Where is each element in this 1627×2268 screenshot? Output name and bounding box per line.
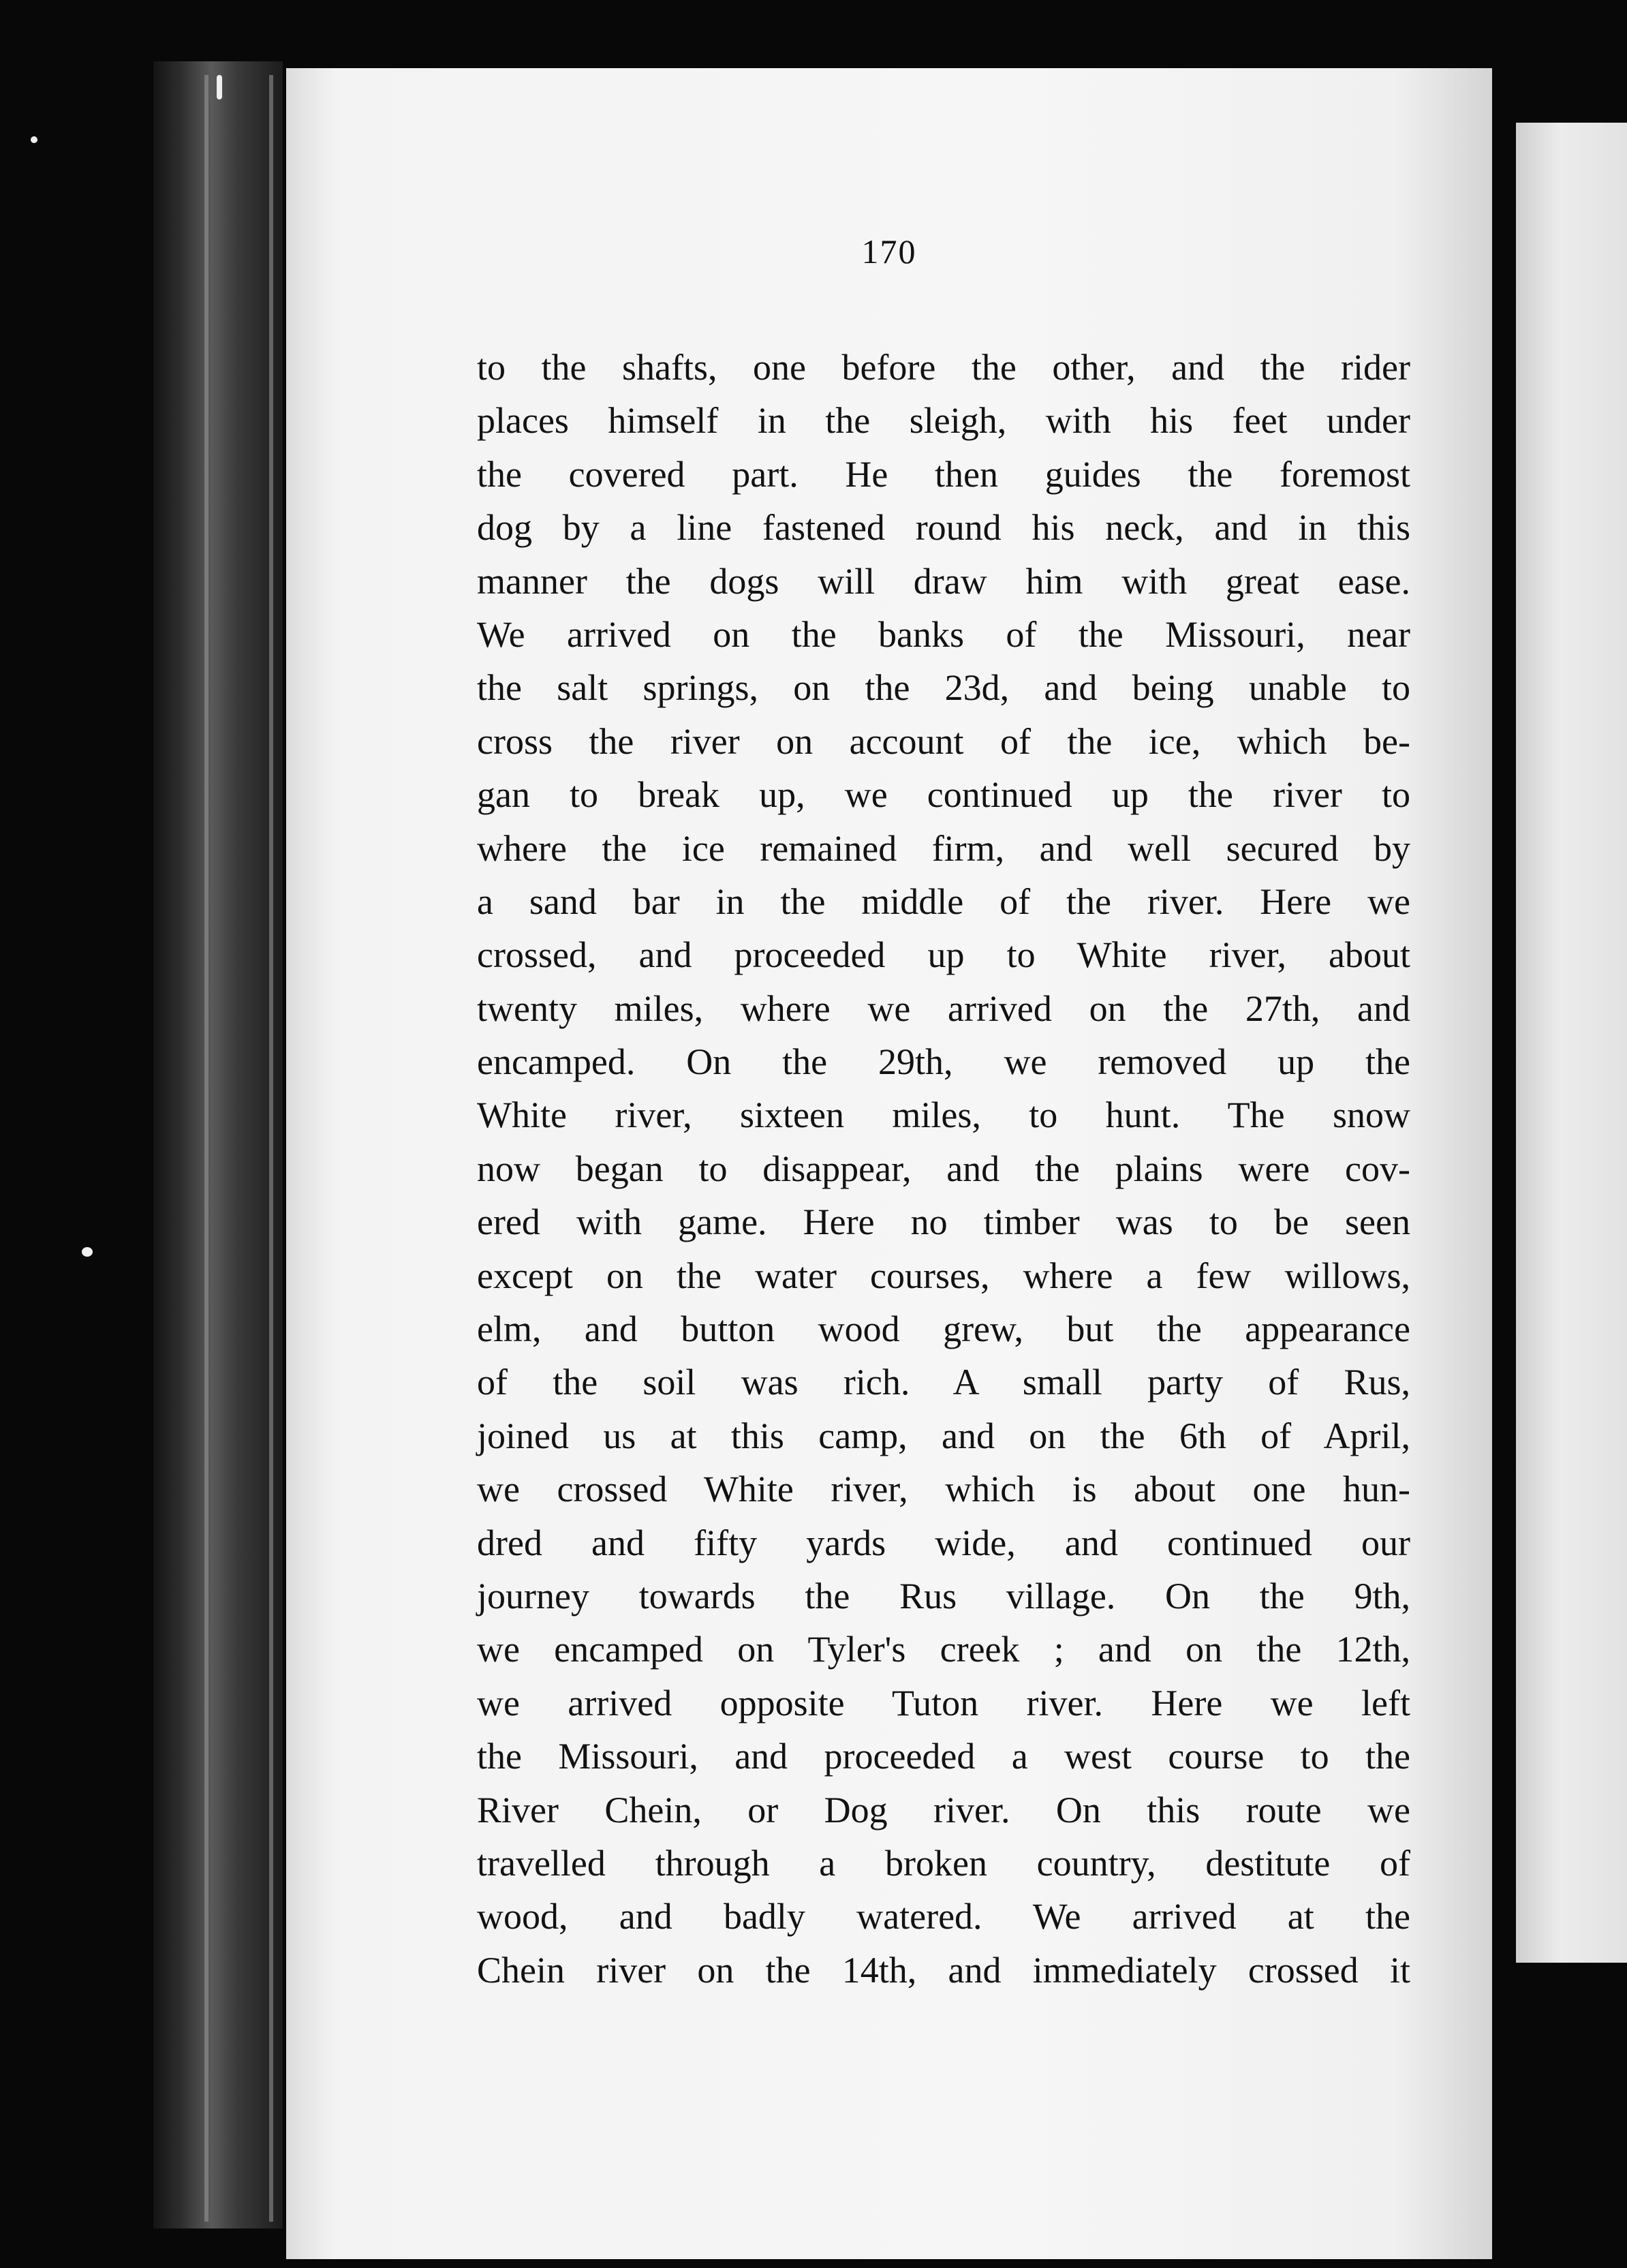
text-line: the covered part. He then guides the foremost <box>477 453 1410 495</box>
scan-speck <box>82 1247 93 1257</box>
text-line: twenty miles, where we arrived on the 27th, and <box>477 987 1410 1029</box>
text-line: wood, and badly watered. We arrived at the <box>477 1896 1410 1937</box>
scan-speck <box>31 136 37 143</box>
text-line: now began to disappear, and the plains were cov- <box>477 1148 1410 1189</box>
text-line: elm, and button wood grew, but the appearance <box>477 1308 1410 1350</box>
page-number: 170 <box>861 232 917 271</box>
text-line: crossed, and proceeded up to White river, about <box>477 934 1410 976</box>
spine-edge-line <box>269 75 273 2222</box>
text-line: a sand bar in the middle of the river. Here we <box>477 880 1410 922</box>
text-line: the salt springs, on the 23d, and being unable to <box>477 667 1410 709</box>
scan-speck <box>217 75 222 99</box>
text-line: gan to break up, we continued up the river to <box>477 774 1410 816</box>
text-line: except on the water courses, where a few willows, <box>477 1255 1410 1296</box>
text-line: the Missouri, and proceeded a west course to the <box>477 1736 1410 1777</box>
book-page <box>286 68 1492 2259</box>
text-line: encamped. On the 29th, we removed up the <box>477 1041 1410 1083</box>
text-line: joined us at this camp, and on the 6th of April, <box>477 1415 1410 1456</box>
text-line: of the soil was rich. A small party of Rus, <box>477 1362 1410 1403</box>
text-line: dred and fifty yards wide, and continued our <box>477 1522 1410 1563</box>
text-line: White river, sixteen miles, to hunt. The snow <box>477 1094 1410 1136</box>
text-line: places himself in the sleigh, with his feet under <box>477 400 1410 442</box>
text-line: we encamped on Tyler's creek ; and on the 12th, <box>477 1629 1410 1670</box>
text-line: to the shafts, one before the other, and the rider <box>477 347 1410 388</box>
text-line: journey towards the Rus village. On the 9th, <box>477 1575 1410 1616</box>
text-line: dog by a line fastened round his neck, and in this <box>477 507 1410 549</box>
text-line: cross the river on account of the ice, which be- <box>477 720 1410 762</box>
body-text <box>477 341 1410 1997</box>
text-line: ered with game. Here no timber was to be seen <box>477 1201 1410 1243</box>
text-line: we crossed White river, which is about one hun- <box>477 1469 1410 1510</box>
text-line: where the ice remained firm, and well secured by <box>477 827 1410 869</box>
adjacent-page-edge <box>1516 123 1627 1963</box>
text-line: Chein river on the 14th, and immediately crossed it <box>477 1949 1410 1991</box>
text-line: River Chein, or Dog river. On this route we <box>477 1789 1410 1830</box>
text-line: manner the dogs will draw him with great ease. <box>477 560 1410 602</box>
spine-edge-line <box>204 75 208 2222</box>
book-spine-left <box>153 61 283 2228</box>
text-line: travelled through a broken country, destitute of <box>477 1842 1410 1884</box>
text-line: We arrived on the banks of the Missouri, near <box>477 613 1410 655</box>
text-line: we arrived opposite Tuton river. Here we left <box>477 1682 1410 1723</box>
